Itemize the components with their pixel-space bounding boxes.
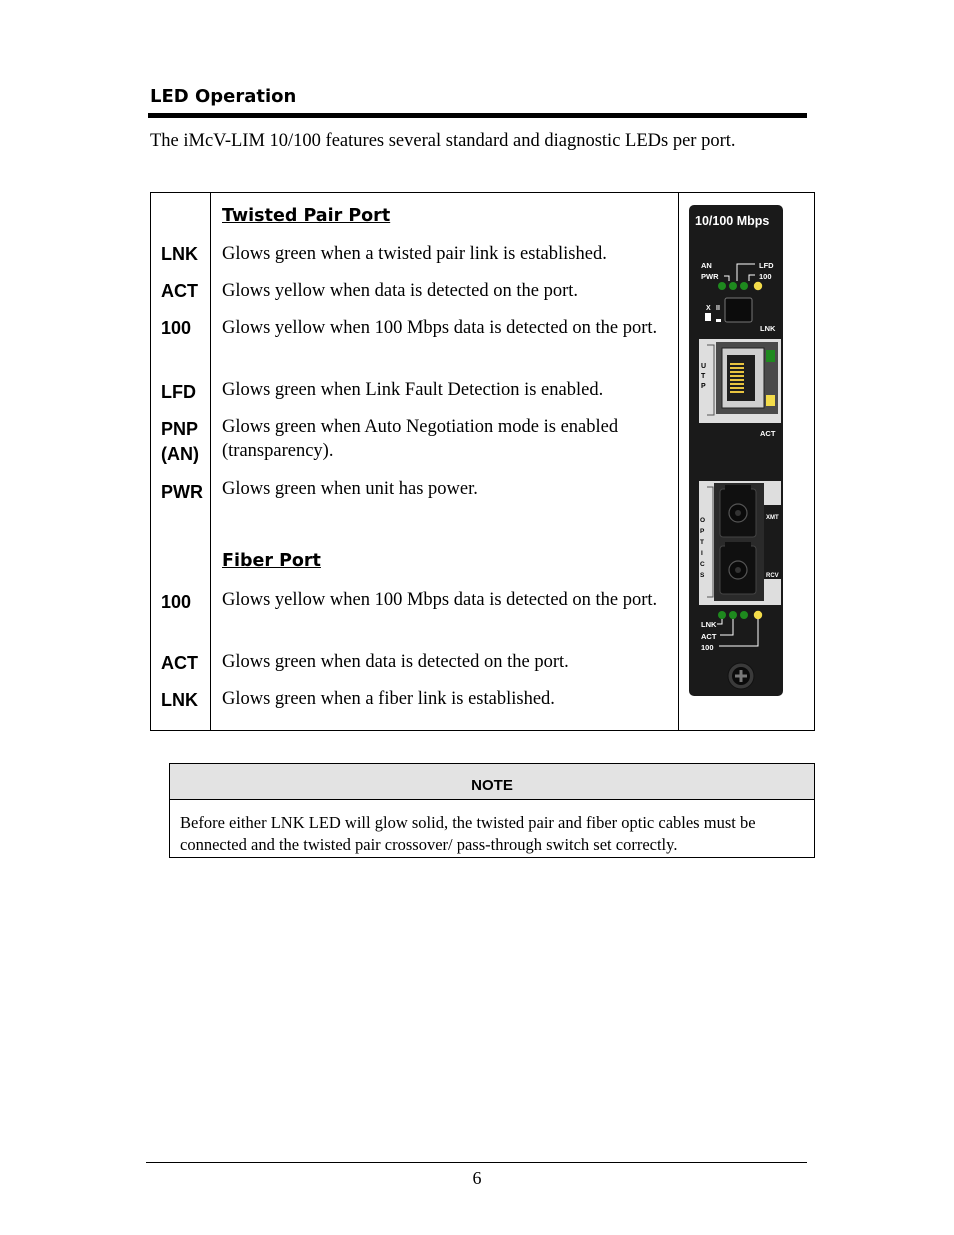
label-act: ACT (760, 429, 776, 438)
switch-indicator (716, 319, 721, 322)
label-fiber-act: ACT (701, 632, 717, 641)
connector-key (725, 542, 751, 548)
label-optics-s: S (700, 572, 705, 579)
label-optics-p: P (700, 528, 705, 535)
led-100 (754, 282, 762, 290)
section-title: LED Operation (150, 86, 297, 107)
led-name-fiber-100: 100 (161, 592, 192, 612)
fiber-led-act (729, 611, 737, 619)
led-desc-fiber-lnk: Glows green when a fiber link is established. (222, 689, 555, 709)
footer-rule (146, 1162, 807, 1163)
led-desc-fiber-100: Glows yellow when 100 Mbps data is detected on the port. (222, 590, 658, 610)
led-desc-lnk: Glows green when a twisted pair link is established. (222, 244, 607, 264)
led-desc-100: Glows yellow when 100 Mbps data is detected on the port. (222, 318, 658, 338)
label-lfd: LFD (759, 261, 774, 270)
note-title: NOTE (170, 764, 814, 800)
fiber-led-lnk (718, 611, 726, 619)
led-lfd (740, 282, 748, 290)
fiber-led-100 (754, 611, 762, 619)
led-name-pwr: PWR (161, 482, 203, 502)
rcv-ferrule-core (735, 567, 741, 573)
label-fiber-lnk: LNK (701, 620, 717, 629)
led-name-lfd: LFD (161, 382, 196, 402)
label-utp-t: T (701, 373, 706, 380)
label-fiber-100: 100 (701, 643, 714, 652)
fiber-port-heading: Fiber Port (222, 551, 321, 571)
label-pwr: PWR (701, 272, 719, 281)
led-desc-pnp: Glows green when Auto Negotiation mode is enabled (transparency). (222, 417, 619, 461)
led-name-100: 100 (161, 318, 192, 338)
label-100: 100 (759, 272, 772, 281)
utp-act-led (766, 395, 775, 406)
label-optics-c: C (700, 561, 705, 568)
label-optics-t: T (700, 539, 704, 546)
label-xmt: XMT (766, 515, 779, 521)
fiber-led-extra (740, 611, 748, 619)
note-text: Before either LNK LED will glow solid, the twisted pair and fiber optic cables must be connected and the twisted pair crossover/ pass-through switch set correctly. (180, 813, 756, 854)
front-panel-illustration (689, 205, 783, 696)
connector-key (725, 485, 751, 491)
led-desc-act: Glows yellow when data is detected on the port. (222, 281, 579, 301)
led-name-pnp: PNP (AN) (161, 419, 199, 464)
led-desc-lfd: Glows green when Link Fault Detection is enabled. (222, 380, 604, 400)
led-name-lnk: LNK (161, 244, 198, 264)
note-box (169, 763, 815, 858)
label-lnk: LNK (760, 324, 776, 333)
utp-lnk-led (766, 350, 775, 362)
heading-rule (148, 113, 807, 118)
page-number: 6 (472, 1168, 482, 1188)
led-desc-pwr: Glows green when unit has power. (222, 479, 478, 499)
xmt-ferrule-core (735, 510, 741, 516)
twisted-pair-heading: Twisted Pair Port (222, 206, 391, 226)
label-utp-u: U (701, 363, 707, 370)
led-name-fiber-act: ACT (161, 653, 198, 673)
led-an (729, 282, 737, 290)
led-desc-fiber-act: Glows green when data is detected on the port. (222, 652, 569, 672)
label-optics-o: O (700, 517, 706, 524)
led-table (150, 192, 815, 731)
column-divider (210, 193, 211, 730)
led-name-act: ACT (161, 281, 198, 301)
intro-paragraph: The iMcV-LIM 10/100 features several standard and diagnostic LEDs per port. (150, 131, 736, 151)
led-pwr (718, 282, 726, 290)
column-divider (678, 193, 679, 730)
label-rcv: RCV (766, 573, 779, 579)
label-ii: II (716, 305, 720, 312)
label-optics-i: I (701, 550, 703, 557)
rj45-cavity (727, 355, 755, 401)
label-x: X (706, 305, 711, 312)
label-an: AN (701, 261, 712, 270)
panel-title: 10/100 Mbps (695, 214, 770, 228)
label-utp-p: P (701, 383, 706, 390)
switch-indicator (705, 313, 711, 321)
led-name-fiber-lnk: LNK (161, 690, 198, 710)
crossover-switch (725, 298, 752, 322)
screw-slot (740, 670, 743, 682)
